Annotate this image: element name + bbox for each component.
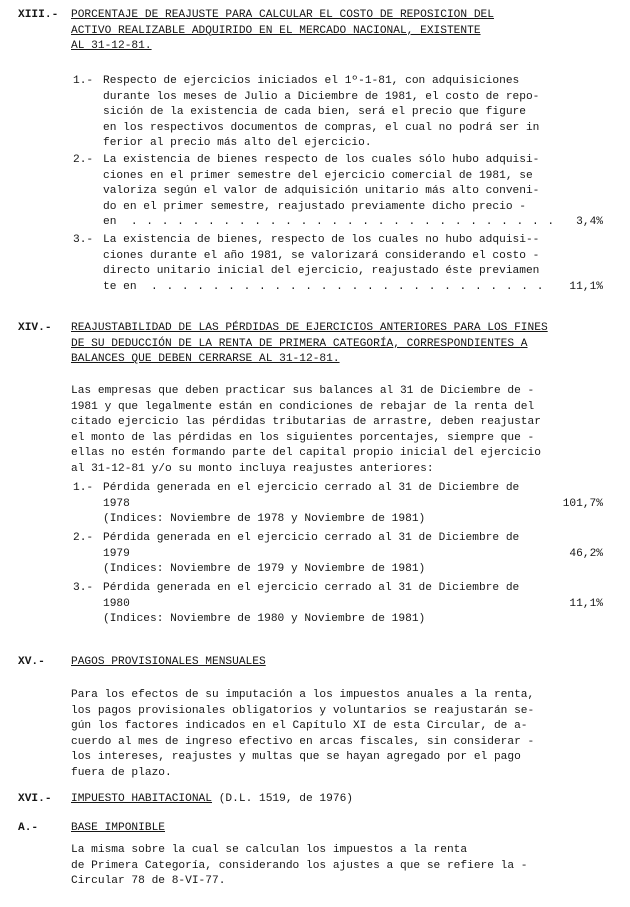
- text-line: La existencia de bienes, respecto de los cuales no hubo adquisi--: [103, 234, 540, 246]
- section-number-xiv: XIV.-: [18, 322, 52, 334]
- percentage-value: 3,4%: [576, 216, 603, 229]
- text-line: durante los meses de Julio a Diciembre de 1981, el costo de repo-: [103, 90, 540, 103]
- leader-lead: en: [103, 216, 117, 229]
- item-text: [103, 153, 603, 231]
- text-line: ferior al precio más alto del ejercicio.: [103, 137, 372, 150]
- text-line: el monto de las pérdidas en los siguientes porcentajes, siempre que -: [71, 431, 535, 444]
- title-line: BALANCES QUE DEBEN CERRARSE AL 31-12-81.: [71, 353, 340, 366]
- subsection-letter-a: A.-: [18, 822, 39, 834]
- item-text: [103, 233, 603, 295]
- title-line: ACTIVO REALIZABLE ADQUIRIDO EN EL MERCADO NACIONAL, EXISTENTE: [71, 24, 481, 37]
- year-line: [103, 497, 603, 513]
- text-line: do en el primer semestre, reajustado previamente dicho precio -: [103, 200, 526, 213]
- text-line: ellas no estén formando parte del capital propio inicial del ejercicio: [71, 447, 541, 460]
- section-title-xiii: [71, 8, 621, 55]
- loss-item: [103, 581, 603, 628]
- text-line: Respecto de ejercicios iniciados el 1º-1-81, con adquisiciones: [103, 75, 520, 87]
- text-line: valoriza según el valor de adquisición unitario más alto conveni-: [103, 185, 540, 198]
- text-line: sición de la existencia de cada bien, será el precio que figure: [103, 106, 526, 119]
- percentage-value: 46,2%: [569, 547, 603, 560]
- text-line: 1981 y que legalmente están en condiciones de rebajar de la renta del: [71, 400, 535, 413]
- leader-dots: . . . . . . . . . . . . . . . . . . . . . . . . . . . .: [123, 216, 556, 229]
- text-line: Circular 78 de 8-VI-77.: [71, 875, 226, 888]
- text-line: Para los efectos de su imputación a los impuestos anuales a la renta,: [71, 689, 535, 701]
- section-title-xiv: [71, 321, 621, 368]
- loss-year: 1980: [103, 597, 130, 610]
- text-line: ciones en el primer semestre del ejercicio comercial de 1981, se: [103, 169, 533, 182]
- section-number-xv: XV.-: [18, 656, 45, 668]
- text-line: Las empresas que deben practicar sus balances al 31 de Diciembre de -: [71, 385, 535, 397]
- percentage-value: 11,1%: [569, 597, 603, 610]
- item-number: 3.-: [73, 234, 94, 246]
- subsection-title-a: BASE IMPONIBLE: [71, 822, 165, 834]
- text-line: La existencia de bienes respecto de los cuales sólo hubo adquisi-: [103, 154, 540, 166]
- section-number-xiii: XIII.-: [18, 9, 59, 21]
- title-line: PAGOS PROVISIONALES MENSUALES: [71, 656, 266, 668]
- text-line: al 31-12-81 y/o su monto incluya reajustes anteriores:: [71, 462, 434, 475]
- section-number-xvi: XVI.-: [18, 793, 52, 805]
- loss-year: 1979: [103, 547, 130, 560]
- loss-year: 1978: [103, 497, 130, 510]
- year-line: [103, 597, 603, 613]
- section-title-xv: [71, 655, 621, 671]
- loss-item: [103, 481, 603, 528]
- item-number: 2.-: [73, 154, 94, 166]
- percentage-value: 101,7%: [562, 497, 603, 510]
- indices-line: (Indices: Noviembre de 1979 y Noviembre de 1981): [103, 563, 426, 576]
- text-line: citado ejercicio las pérdidas tributarias de arrastre, deben reajustar: [71, 416, 541, 429]
- item-number: 1.-: [73, 75, 94, 87]
- section-xv-body: [71, 688, 606, 782]
- text-line: los intereses, reajustes y multas que se hayan agregado por el pago: [71, 751, 521, 764]
- text-line: Pérdida generada en el ejercicio cerrado al 31 de Diciembre de: [103, 582, 520, 594]
- title-line: REAJUSTABILIDAD DE LAS PÉRDIDAS DE EJERCICIOS ANTERIORES PARA LOS FINES: [71, 322, 548, 334]
- subsection-a-body: [71, 843, 606, 890]
- text-line: Pérdida generada en el ejercicio cerrado al 31 de Diciembre de: [103, 482, 520, 494]
- title-line: DE SU DEDUCCIÓN DE LA RENTA DE PRIMERA CATEGORÍA, CORRESPONDIENTES A: [71, 337, 528, 350]
- leader-line: [103, 215, 603, 231]
- text-line: fuera de plazo.: [71, 766, 172, 779]
- section-xiv-intro: [71, 384, 606, 478]
- title-line: AL 31-12-81.: [71, 40, 152, 53]
- leader-line: [103, 280, 603, 296]
- leader-dots: . . . . . . . . . . . . . . . . . . . . . . . . . .: [143, 280, 545, 293]
- section-title-xvi: [71, 792, 353, 808]
- text-line: los pagos provisionales obligatorios y voluntarios se reajustarán se-: [71, 704, 535, 717]
- leader-lead: te en: [103, 280, 137, 293]
- percentage-value: 11,1%: [569, 280, 603, 293]
- text-line: ciones durante el año 1981, se valorizará considerando el costo -: [103, 249, 540, 262]
- title-line: PORCENTAJE DE REAJUSTE PARA CALCULAR EL COSTO DE REPOSICION DEL: [71, 9, 494, 21]
- item-number: 1.-: [73, 482, 94, 494]
- text-line: de Primera Categoría, considerando los ajustes a que se refiere la -: [71, 859, 528, 872]
- text-line: cuerdo al mes de ingreso efectivo en arcas fiscales, sin considerar -: [71, 735, 535, 748]
- title-suffix: (D.L. 1519, de 1976): [218, 793, 353, 805]
- year-line: [103, 547, 603, 563]
- indices-line: (Indices: Noviembre de 1978 y Noviembre de 1981): [103, 513, 426, 526]
- text-line: Pérdida generada en el ejercicio cerrado al 31 de Diciembre de: [103, 532, 520, 544]
- loss-item: [103, 531, 603, 578]
- item-number: 3.-: [73, 582, 94, 594]
- text-line: en los respectivos documentos de compras, el cual no podrá ser in: [103, 121, 540, 134]
- title-main: IMPUESTO HABITACIONAL: [71, 793, 212, 805]
- indices-line: (Indices: Noviembre de 1980 y Noviembre de 1981): [103, 613, 426, 626]
- text-line: gún los factores indicados en el Capítulo XI de esta Circular, de a-: [71, 720, 528, 733]
- text-line: directo unitario inicial del ejercicio, reajustado éste previamen: [103, 265, 540, 278]
- text-line: La misma sobre la cual se calculan los impuestos a la renta: [71, 844, 468, 856]
- item-text: [103, 74, 603, 152]
- item-number: 2.-: [73, 532, 94, 544]
